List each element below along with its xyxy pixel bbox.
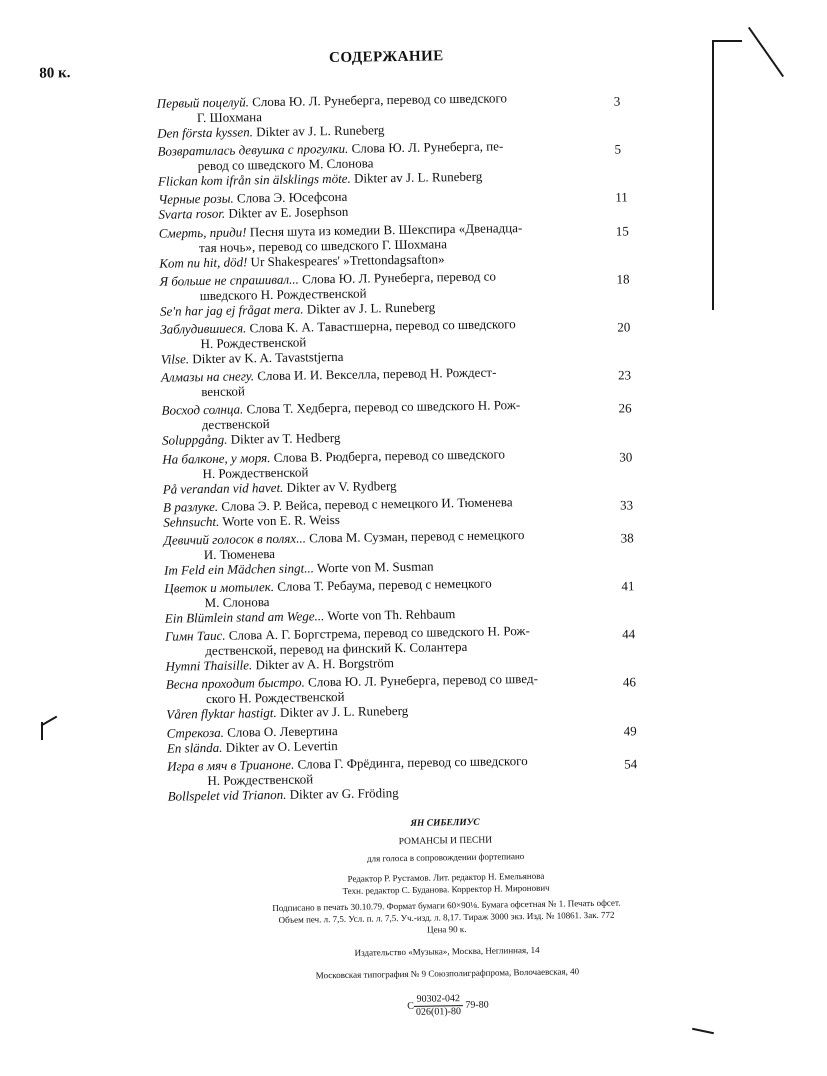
entry-continuation: дественской — [201, 416, 270, 433]
entry-title: Игра в мяч в Трианоне. — [167, 756, 295, 774]
entry-page-number: 54 — [624, 756, 638, 772]
imprint-block — [225, 814, 668, 1022]
entry-page-number: 18 — [616, 271, 630, 287]
catalog-numerator: 90302-042 — [414, 993, 463, 1007]
entry-description: Слова Ю. Л. Рунеберга, перевод со — [301, 268, 497, 287]
publisher-line: Издательство «Музыка», Москва, Неглинная, 14 — [354, 944, 540, 958]
entry-continuation: тая ночь», перевод со шведского Г. Шохмана — [198, 235, 448, 255]
entry-original-source: Dikter av J. L. Runeberg — [279, 703, 409, 721]
entry-continuation: Г. Шохмана — [196, 109, 263, 126]
entry-title: Я больше не спрашивал... — [159, 271, 299, 289]
catalog-code — [407, 993, 489, 1019]
toc-entry — [163, 492, 643, 530]
entry-original-source: Worte von E. R. Weiss — [222, 511, 340, 529]
toc-entry — [161, 362, 641, 400]
entry-continuation: Н. Рождественской — [202, 463, 309, 481]
entry-original-source: Dikter av G. Fröding — [289, 784, 399, 802]
entry-description: Слова Ю. Л. Рунеберга, перевод со шведского — [252, 90, 508, 110]
entry-original-title: På verandan vid havet. — [162, 479, 284, 497]
toc-entry — [165, 621, 646, 674]
catalog-prefix: С — [407, 1000, 414, 1012]
entry-title: В разлуке. — [162, 498, 219, 515]
entry-original-title: Våren flyktar hastigt. — [166, 705, 277, 723]
entry-original-title: Flickan kom ifrån sin älsklings möte. — [157, 170, 351, 189]
entry-description: Слова М. Сузман, перевод с немецкого — [309, 526, 525, 546]
entry-description: Песня шута из комедии В. Шекспира «Двенадца- — [249, 219, 523, 239]
entry-title: Возвратилась девушка с прогулки. — [157, 140, 349, 159]
scan-edge-shadow — [712, 40, 714, 310]
toc-entry — [163, 525, 644, 578]
entry-title: Восход солнца. — [161, 401, 244, 419]
toc-entry — [157, 136, 638, 189]
catalog-suffix: 79-80 — [465, 999, 489, 1011]
entry-description: Слова Т. Хедберга, перевод со шведского Н. Рож- — [246, 397, 521, 417]
scan-edge-shadow-upper — [712, 40, 742, 42]
entry-original-title: Soluppgång. — [161, 432, 228, 449]
price-label: 80 к. — [39, 65, 71, 82]
entry-title: Заблудившиеся. — [160, 320, 247, 337]
entry-original-title: Kom nu hit, död! — [159, 253, 248, 271]
entry-page-number: 15 — [615, 222, 629, 239]
table-of-contents — [157, 88, 648, 806]
entry-original-source: Dikter av K. A. Tavaststjerna — [192, 348, 344, 367]
entry-original-title: Den första kyssen. — [157, 124, 254, 141]
toc-entry — [162, 444, 643, 497]
entry-continuation: венской — [201, 383, 246, 400]
entry-original-title: Svarta rosor. — [158, 206, 226, 223]
entry-description: Слова А. Г. Боргстрема, перевод со шведского Н. Рож- — [228, 623, 530, 643]
entry-description: Слова Ю. Л. Рунеберга, пе- — [351, 138, 504, 156]
entry-description: Слова Г. Фрёдинга, перевод со шведского — [297, 752, 528, 772]
scan-spot-left-stem — [41, 722, 43, 740]
entry-original-source: Worte von M. Susman — [316, 558, 434, 576]
entry-original-title: Bollspelet vid Trianon. — [167, 786, 287, 804]
page-title: СОДЕРЖАНИЕ — [328, 48, 444, 67]
imprint-price: Цена 90 к. — [426, 924, 467, 935]
entry-continuation: Н. Рождественской — [207, 771, 314, 788]
entry-continuation: И. Тюменева — [203, 545, 276, 562]
entry-title: Девичий голосок в полях... — [163, 530, 306, 548]
entry-original-source: Dikter av A. H. Borgström — [255, 655, 395, 673]
entry-original-source: Dikter av O. Levertin — [225, 737, 338, 755]
entry-page-number: 20 — [617, 319, 631, 335]
entry-description: Слова Э. Р. Вейса, перевод с немецкого И. Тюменева — [221, 493, 513, 514]
editors-line: Редактор Р. Рустамов. Лит. редактор Н. Емельянова — [347, 870, 545, 884]
tech-editor-line: Техн. редактор С. Буданова. Корректор Н. Миронович — [342, 882, 550, 896]
entry-original-source: Dikter av J. L. Runeberg — [256, 122, 385, 140]
entry-continuation: ского Н. Рождественской — [205, 689, 345, 707]
entry-page-number: 5 — [614, 141, 622, 157]
toc-entry — [167, 751, 648, 804]
entry-page-number: 46 — [622, 674, 637, 690]
entry-title: Первый поцелуй. — [156, 94, 250, 111]
toc-entry — [164, 573, 645, 626]
entry-page-number: 49 — [623, 722, 637, 739]
work-subtitle: для голоса в сопровождении фортепиано — [366, 851, 525, 864]
toc-entry — [159, 218, 640, 271]
entry-continuation: шведского Н. Рождественской — [199, 285, 367, 303]
entry-original-title: Sehnsucht. — [163, 513, 220, 530]
entry-original-source: Ur Shakespeares' »Trettondagsafton» — [250, 250, 445, 269]
entry-title: Гимн Таис. — [164, 628, 226, 644]
entry-title: Цветок и мотылек. — [164, 579, 275, 596]
entry-original-title: Hymni Thaisille. — [165, 657, 253, 674]
toc-entry — [167, 718, 647, 756]
toc-entry — [160, 314, 641, 367]
entry-title: Стрекоза. — [166, 724, 224, 741]
entry-original-title: En slända. — [166, 739, 223, 756]
entry-original-source: Dikter av E. Josephson — [228, 204, 349, 222]
entry-original-title: Se'n har jag ej frågat mera. — [159, 301, 304, 319]
entry-description: Слова О. Левертина — [227, 722, 338, 740]
entry-page-number: 33 — [619, 497, 634, 513]
print-specs-line: Подписано в печать 30.10.79. Формат бумаги 60×90⅛. Бумага офсетная № 1. Печать офсет. — [272, 897, 621, 914]
entry-title: Алмазы на снегу. — [160, 368, 255, 385]
entry-title: На балконе, у моря. — [162, 449, 271, 467]
work-title: РОМАНСЫ И ПЕСНИ — [398, 835, 493, 848]
entry-title: Весна проходит быстро. — [165, 674, 305, 693]
toc-entry — [159, 266, 640, 319]
entry-original-title: Im Feld ein Mädchen singt... — [163, 560, 314, 578]
toc-entry — [161, 396, 642, 449]
entry-description: Слова В. Рюдберга, перевод со шведского — [273, 445, 506, 465]
volume-specs-line: Объем печ. л. 7,5. Усл. п. л. 7,5. Уч.-изд. л. 8,17. Тираж 3000 экз. Изд. № 10861. Зак. 772 — [278, 909, 615, 925]
toc-entry — [157, 88, 638, 141]
entry-continuation: ревод со шведского М. Слонова — [197, 155, 374, 174]
entry-original-title: Ein Blümlein stand am Wege... — [164, 608, 325, 626]
entry-title: Черные розы. — [158, 190, 234, 208]
composer-name: ЯН СИБЕЛИУС — [410, 817, 480, 829]
entry-description: Слова И. И. Вексeлла, перевод Н. Рождест- — [257, 364, 497, 384]
entry-page-number: 11 — [615, 189, 628, 205]
entry-original-source: Dikter av J. L. Runeberg — [353, 168, 483, 186]
entry-description: Слова Ю. Л. Рунеберга, перевод со швед- — [307, 671, 538, 690]
toc-entry — [158, 185, 638, 223]
entry-page-number: 23 — [617, 367, 632, 383]
entry-page-number: 30 — [619, 448, 633, 465]
entry-original-source: Dikter av J. L. Runeberg — [306, 299, 436, 317]
catalog-denominator: 026(01)-80 — [415, 1006, 462, 1018]
entry-continuation: М. Слонова — [204, 594, 270, 611]
entry-continuation: дественской, перевод на финский К. Солантера — [205, 639, 468, 659]
entry-continuation: Н. Рождественской — [200, 334, 307, 352]
entry-description: Слова Э. Юсефсона — [236, 189, 348, 206]
entry-page-number: 26 — [618, 400, 632, 416]
entry-page-number: 44 — [622, 626, 636, 642]
entry-title: Смерть, приди! — [158, 223, 247, 241]
entry-page-number: 3 — [613, 93, 621, 109]
entry-original-title: Vilse. — [160, 351, 190, 367]
entry-page-number: 38 — [620, 530, 634, 546]
entry-description: Слова К. А. Тавастшерна, перевод со шведского — [249, 316, 516, 336]
entry-original-source: Dikter av V. Rydberg — [286, 477, 397, 495]
entry-original-source: Worte von Th. Rehbaum — [327, 606, 456, 624]
printer-line: Московская типография № 9 Союзполиграфпрома, Волочаевская, 40 — [315, 966, 580, 981]
entry-original-source: Dikter av T. Hedberg — [230, 430, 341, 447]
entry-page-number: 41 — [621, 578, 635, 594]
toc-entry — [166, 670, 647, 723]
entry-description: Слова Т. Ребаума, перевод с немецкого — [277, 575, 492, 594]
